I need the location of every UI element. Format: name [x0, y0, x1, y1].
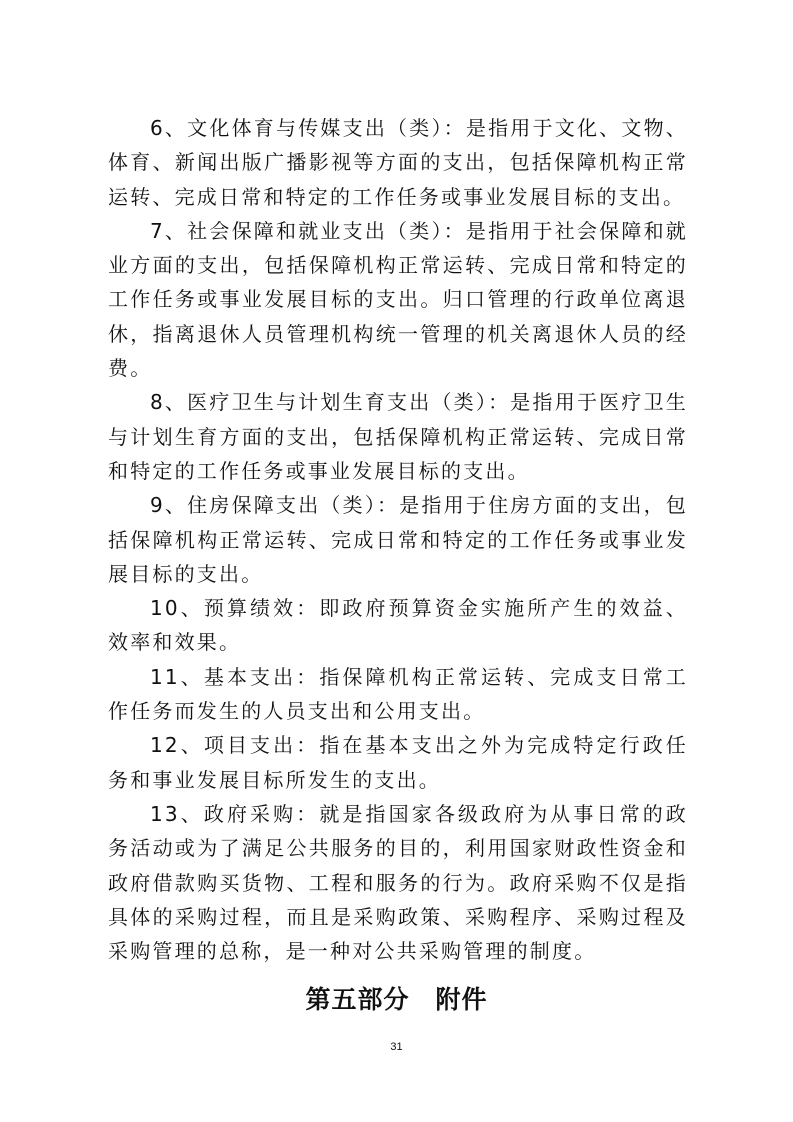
paragraph-basic-expenditure: 11、基本支出：指保障机构正常运转、完成支日常工作任务而发生的人员支出和公用支出。 [108, 664, 688, 724]
paragraph-social-security-employment: 7、社会保障和就业支出（类）：是指用于社会保障和就业方面的支出，包括保障机构正常运转、完成日常和特定的工作任务或事业发展目标的支出。归口管理的行政单位离退休，指离退休人员管理机构统一管理的机关离退休人员的经费。 [108, 218, 688, 381]
page-number: 31 [390, 1041, 403, 1053]
body-text [108, 111, 688, 968]
section-title: 第五部分 附件 [305, 985, 488, 1014]
paragraph-medical-health: 8、医疗卫生与计划生育支出（类）：是指用于医疗卫生与计划生育方面的支出，包括保障机构正常运转、完成日常和特定的工作任务或事业发展目标的支出。 [108, 390, 688, 483]
paragraph-government-procurement: 13、政府采购：就是指国家各级政府为从事日常的政务活动或为了满足公共服务的目的，利用国家财政性资金和政府借款购买货物、工程和服务的行为。政府采购不仅是指具体的采购过程，而且是采购政策、采购程序、采购过程及采购管理的总称，是一种对公共采购管理的制度。 [108, 801, 688, 964]
paragraph-project-expenditure: 12、项目支出：指在基本支出之外为完成特定行政任务和事业发展目标所发生的支出。 [108, 733, 688, 792]
paragraph-budget-performance: 10、预算绩效：即政府预算资金实施所产生的效益、效率和效果。 [108, 596, 688, 655]
paragraph-housing-security: 9、住房保障支出（类）：是指用于住房方面的支出，包括保障机构正常运转、完成日常和特定的工作任务或事业发展目标的支出。 [108, 493, 688, 586]
paragraph-culture-sports-media: 6、文化体育与传媒支出（类）：是指用于文化、文物、体育、新闻出版广播影视等方面的支出，包括保障机构正常运转、完成日常和特定的工作任务或事业发展目标的支出。 [108, 116, 688, 209]
